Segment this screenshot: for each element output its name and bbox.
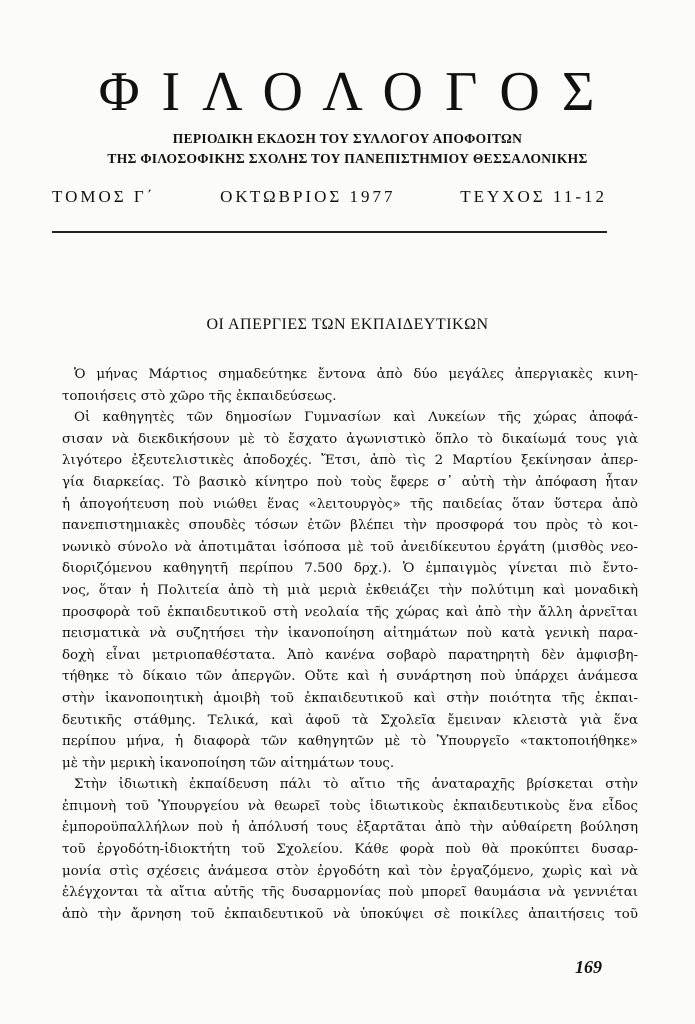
text-line: νος, ὅταν ἡ Πολιτεία ἀπὸ τὴ μιὰ μεριὰ ἐκθειάζει τὴν πολύτιμη καὶ μοναδικὴ	[62, 582, 638, 598]
text-line: Στὴν ἰδιωτικὴ ἐκπαίδευση πάλι τὸ αἴτιο τῆς ἀναταραχῆς βρίσκεται στὴν	[74, 777, 638, 793]
text-line: ἡ ἀπογοήτευση ποὺ νιώθει ἕνας «λειτουργὸς» τῆς παιδείας ὅταν ὕστερα ἀπὸ	[62, 496, 638, 512]
text-line: μονία στὶς σχέσεις ἀνάμεσα στὸν ἐργοδότη καὶ τὸν ἐργαζόμενο, χωρὶς καὶ νὰ	[62, 863, 638, 879]
text-line: δευτικῆς στάθμης. Τελικά, καὶ ἀφοῦ τὰ Σχολεῖα ἔμειναν κλειστὰ γιὰ ἕνα	[62, 712, 638, 728]
text-line: στὴν ἱκανοποιητικὴ ἀμοιβὴ τοῦ ἐκπαιδευτικοῦ καὶ στὴν ποιότητα τῆς ἐκπαι-	[62, 690, 638, 706]
text-line: διοριζόμενου καθηγητῆ περίπου 7.500 δρχ.). Ὁ ἐμπαιγμὸς γίνεται πιὸ ἔντο-	[62, 561, 638, 577]
text-line: σισαν νὰ διεκδικήσουν μὲ τὸ ἔσχατο ἀγωνιστικὸ ὅπλο τὸ δικαίωμά τους γιὰ	[62, 431, 638, 447]
journal-title: ΦΙΛΟΛΟΓΟΣ	[98, 61, 617, 123]
issue-date: ΟΚΤΩΒΡΙΟΣ 1977	[220, 187, 396, 206]
text-line: προσφορὰ τοῦ ἐκπαιδευτικοῦ στὴ νεολαία τῆς χώρας καὶ ἀπὸ τὴν ἄλλη ἀρνεῖται	[62, 604, 638, 620]
text-line: Οἱ καθηγητὲς τῶν δημοσίων Γυμνασίων καὶ Λυκείων τῆς χώρας ἀποφά-	[74, 410, 638, 426]
text-line: ἐπιμονὴ τοῦ Ὑπουργείου νὰ θεωρεῖ τοὺς ἰδιωτικοὺς ἐκπαιδευτικοὺς ἕνα εἶδος	[62, 798, 638, 814]
text-line: τήθηκε τὸ δίκαιο τῶν ἀπεργῶν. Οὔτε καὶ ἡ συνάρτηση ποὺ ὑπάρχει ἀνάμεσα	[62, 669, 638, 685]
text-line: μὲ τὴν μερικὴ ἱκανοποίηση τῶν αἰτημάτων τους.	[62, 755, 395, 771]
journal-subtitle-2: ΤΗΣ ΦΙΛΟΣΟΦΙΚΗΣ ΣΧΟΛΗΣ ΤΟΥ ΠΑΝΕΠΙΣΤΗΜΙΟΥ ΘΕΣΣΑΛΟΝΙΚΗΣ	[107, 151, 588, 166]
text-line: λιγότερο ἐξευτελιστικὲς ἀποδοχές. Ἔτσι, ἀπὸ τὶς 2 Μαρτίου ξεκίνησαν ἀπερ-	[62, 453, 638, 469]
issue-info	[52, 187, 607, 207]
text-line: ἀπὸ τὴν ἄρνηση τοῦ ἐκπαιδευτικοῦ νὰ ὑποκύψει σὲ ποικίλες ἀπαιτήσεις τοῦ	[62, 906, 638, 922]
text-line: ἐλέγχονται τὰ αἴτια αὐτῆς τῆς δυσαρμονίας ποὺ μπορεῖ θαυμάσια νὰ γεννιέται	[62, 885, 638, 901]
text-line: γία διαρκείας. Τὸ βασικὸ κίνητρο ποὺ τοὺς ἔφερε σ᾿ αὐτὴ τὴν ἀπόφαση ἦταν	[62, 474, 638, 490]
text-line: τοῦ ἐργοδότη-ἰδιοκτήτη τοῦ Σχολείου. Κάθε φορὰ ποὺ θὰ προκύπτει δυσαρ-	[62, 842, 638, 858]
page-number: 169	[575, 957, 602, 977]
text-line: νωνικὸ σύνολο νὰ ἀποτιμᾶται ἰσόποσα μὲ τοῦ ἀνειδίκευτου ἐργάτη (μισθὸς νεο-	[62, 539, 638, 555]
text-line: περίπου μήνα, ἡ διαφορὰ τῶν καθηγητῶν μὲ τὸ Ὑπουργεῖο «τακτοποιήθηκε»	[62, 734, 638, 750]
text-line: ἐμποροϋπαλλήλων ποὺ ἡ ἀπόλυσή τους ἐξαρτᾶται ἀπὸ τὴν αὐθαίρετη βούληση	[62, 820, 638, 836]
text-line: πανεπιστημιακὲς σπουδὲς τόσων ἐτῶν βλέπει τὴν προσφορά του πρὸς τὸ κοι-	[62, 518, 638, 534]
volume: ΤΟΜΟΣ Γ΄	[52, 187, 156, 206]
article-title: ΟΙ ΑΠΕΡΓΙΕΣ ΤΩΝ ΕΚΠΑΙΔΕΥΤΙΚΩΝ	[206, 316, 489, 333]
text-line: πεισματικὰ νὰ συζητήσει τὴν ἱκανοποίηση αἰτημάτων ποὺ κατὰ γενικὴ παρα-	[62, 626, 638, 642]
article-body	[62, 364, 638, 925]
text-line: Ὁ μήνας Μάρτιος σημαδεύτηκε ἔντονα ἀπὸ δύο μεγάλες ἀπεργιακὲς κινη-	[74, 367, 638, 382]
issue-number: ΤΕΥΧΟΣ 11-12	[460, 187, 607, 206]
header-divider	[52, 231, 607, 233]
text-line: τοποιήσεις στὸ χῶρο τῆς ἐκπαιδεύσεως.	[62, 388, 337, 404]
journal-subtitle-1: ΠΕΡΙΟΔΙΚΗ ΕΚΔΟΣΗ ΤΟΥ ΣΥΛΛΟΓΟΥ ΑΠΟΦΟΙΤΩΝ	[172, 131, 523, 146]
text-line: δοχὴ εἶναι μετριοπαθέστατα. Ἀπὸ κανένα σοβαρὸ παρατηρητὴ δὲν ἀμφισβη-	[62, 647, 638, 663]
